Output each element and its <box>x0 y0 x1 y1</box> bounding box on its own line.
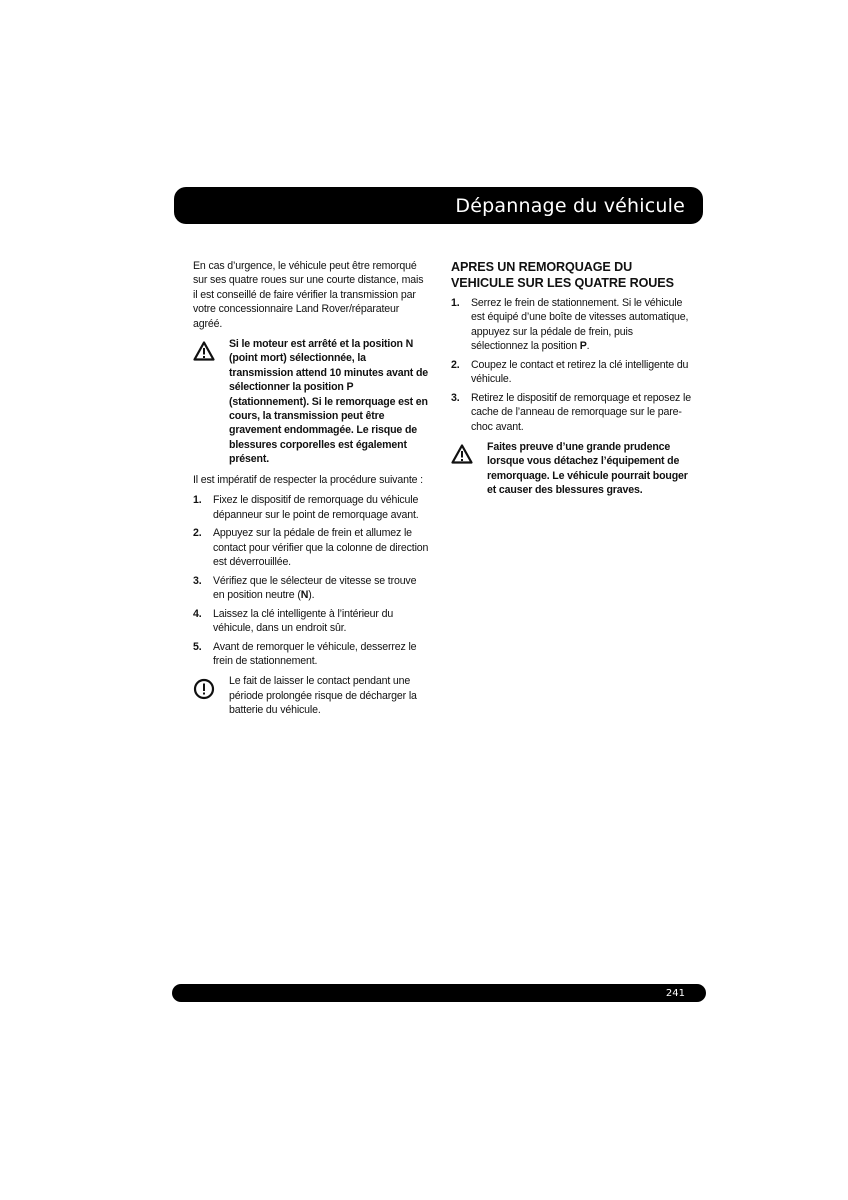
step-number: 5. <box>193 640 202 653</box>
step-text-part: Vérifiez que le sélecteur de vitesse se trouve en position neutre ( <box>213 574 417 601</box>
warning-text: Si le moteur est arrêté et la position N (point mort) sélectionnée, la transmission attend 10 minutes avant de sélectionner la position P (stationnement). Si le remorquage est en cours, la transmission peut être gravement endommagée. Le risque de blessures corporelles est également présent. <box>229 338 429 466</box>
step-number: 3. <box>451 391 460 404</box>
step-text <box>213 574 429 603</box>
warning-text: Faites preuve d’une grande prudence lorsque vous détachez l’équipement de remorquage. Le véhicule pourrait bouger et causer des blessures graves. <box>487 441 688 497</box>
page-footer-bar <box>172 984 706 1002</box>
step-text <box>471 296 691 354</box>
list-item <box>451 358 691 387</box>
step-text: Avant de remorquer le véhicule, desserrez le frein de stationnement. <box>213 640 417 667</box>
step-text-part: ). <box>308 588 315 601</box>
right-column <box>451 259 691 504</box>
step-text: Fixez le dispositif de remorquage du véhicule dépanneur sur le point de remorquage avant. <box>213 494 419 521</box>
left-column <box>193 259 429 724</box>
step-text: Coupez le contact et retirez la clé intelligente du véhicule. <box>471 358 689 386</box>
procedure-intro: Il est impératif de respecter la procédure suivante : <box>193 473 423 486</box>
warning-note <box>193 337 429 467</box>
towing-steps-list <box>193 493 429 668</box>
section-title: Dépannage du véhicule <box>455 194 685 217</box>
gear-letter: P <box>579 340 587 353</box>
list-item <box>451 391 691 434</box>
warning-note <box>451 440 691 498</box>
step-number: 2. <box>193 527 202 540</box>
section-header-bar <box>174 187 703 224</box>
list-item <box>193 493 429 522</box>
step-text-part: Serrez le frein de stationnement. Si le véhicule est équipé d’une boîte de vitesses automatique, appuyez sur la pédale de frein, puis sélectionnez la position <box>471 297 689 353</box>
list-item <box>193 640 429 669</box>
list-item <box>451 296 691 354</box>
after-towing-steps-list <box>451 296 691 434</box>
step-text-part: . <box>586 340 590 353</box>
step-text: Appuyez sur la pédale de frein et allumez le contact pour vérifier que la colonne de direction est déverrouillée. <box>213 527 429 568</box>
list-item <box>193 574 429 603</box>
step-number: 1. <box>193 494 202 507</box>
step-number: 1. <box>451 297 460 309</box>
caution-note <box>193 674 429 717</box>
page-number: 241 <box>665 987 685 999</box>
caution-text: Le fait de laisser le contact pendant une période prolongée risque de décharger la batterie du véhicule. <box>229 675 417 717</box>
caution-circle-icon <box>193 678 215 700</box>
step-number: 3. <box>193 574 202 587</box>
intro-paragraph: En cas d’urgence, le véhicule peut être remorqué sur ses quatre roues sur une courte distance, mais il est conseillé de faire vérifier la transmission par votre concessionnaire Land Rover/réparateur agréé. <box>193 260 424 330</box>
list-item <box>193 607 429 636</box>
step-text: Laissez la clé intelligente à l’intérieur du véhicule, dans un endroit sûr. <box>213 607 394 634</box>
warning-triangle-icon <box>193 341 215 361</box>
subsection-title: APRES UN REMORQUAGE DU VEHICULE SUR LES QUATRE ROUES <box>451 260 674 290</box>
gear-letter: N <box>300 588 309 601</box>
warning-triangle-icon <box>451 444 473 464</box>
step-number: 2. <box>451 358 460 371</box>
list-item <box>193 526 429 569</box>
step-number: 4. <box>193 607 202 620</box>
step-text: Retirez le dispositif de remorquage et reposez le cache de l’anneau de remorquage sur le pare-choc avant. <box>471 391 691 433</box>
